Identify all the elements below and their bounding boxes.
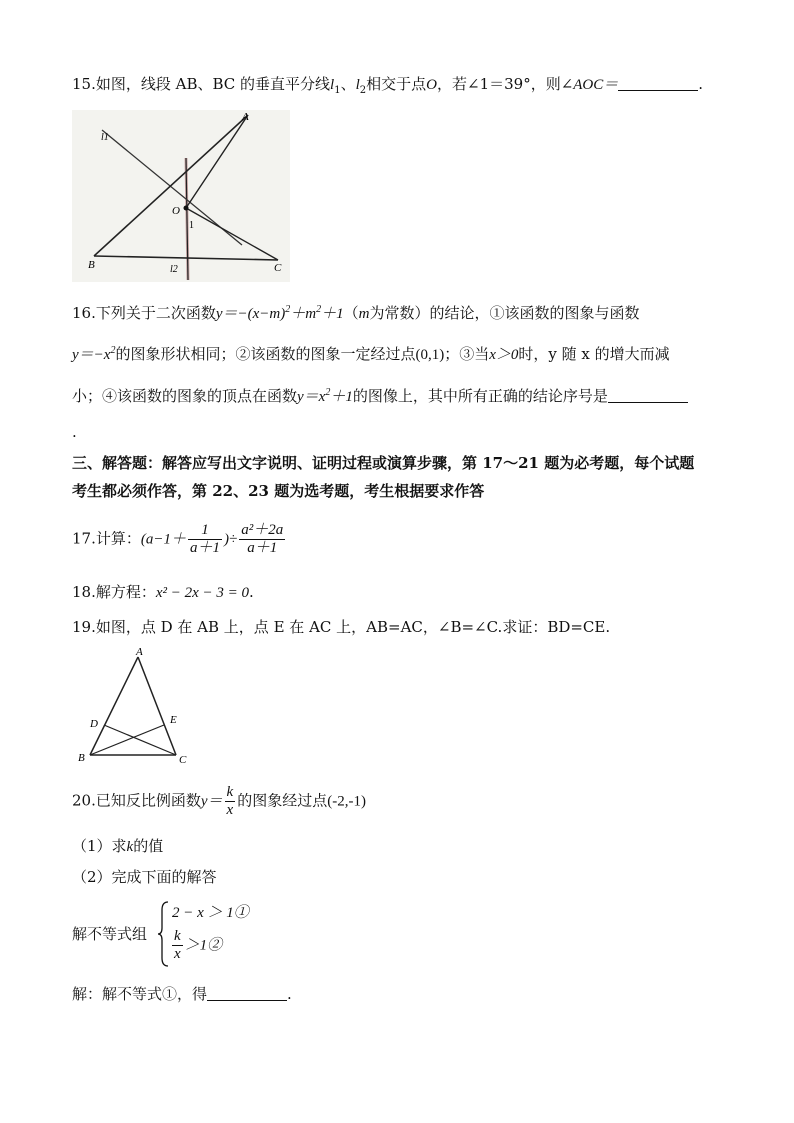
segment-oa [186,115,248,208]
section3-heading-line1: 三、解答题：解答应写出文字说明、证明过程或演算步骤，第 17～21 题为必考题，每个试题 [72,454,695,472]
q20-part2: （2）完成下面的解答 [72,868,217,886]
label-o: O [172,205,180,217]
q19-figure [72,645,192,770]
q20-inequality-2: $\frac{k}{x}$ ＞1② [174,928,223,962]
q20-system-label: 解不等式组 [72,925,148,943]
label-a: A [136,646,143,658]
q16-answer-blank[interactable] [608,388,688,403]
q20-fraction: $\frac{k}{x}$ [226,784,234,818]
q15-figure [72,110,290,282]
q15-answer-blank[interactable] [618,76,698,91]
label-b: B [78,752,85,764]
label-c: C [179,754,187,766]
label-e: E [170,714,177,726]
q18-text: 18.解方程：x² − 2x − 3 = 0. [72,583,254,601]
q16-line2: $y=-x^2$的图象形状相同；②该函数的图象一定经过点(0,1)；③当x＞0时，y 随 x 的增大而减 [72,345,670,363]
q20-ineq2-fraction: $\frac{k}{x}$ [174,928,181,962]
q19-text: 19.如图，点 D 在 AB 上，点 E 在 AC 上，AB=AC，∠B=∠C.求证：BD=CE. [72,618,611,636]
q17-expression: 17.计算：(a−1＋ $\frac{1}{a+1}$ )÷ $\frac{\text{a²＋2a}}{a+1}$ [72,522,284,556]
q15-text: 15.如图，线段 AB、BC 的垂直平分线$l_1$、$l_2$相交于点O，若∠1＝39°，则∠AOC＝ . [72,75,704,96]
label-a: A [242,111,249,123]
segment-ac [138,657,176,755]
brace-icon [156,900,170,968]
label-l2: l2 [170,264,178,275]
point-o [184,206,189,211]
q20-solution: 解：解不等式①，得 . [72,985,292,1003]
segment-ab [94,115,248,256]
label-l1: l1 [101,132,109,143]
q20-part1: （1）求k的值 [72,837,164,855]
q16-line1: 16.下列关于二次函数$y=-(x-m)^2+m^2+1(m$为常数）的结论，①该函数的图象与函数 [72,304,640,322]
section3-heading-line2: 考生都必须作答，第 22、23 题为选考题，考生根据要求作答 [72,482,485,500]
label-angle-1: 1 [189,220,194,231]
q16-line3: 小；④该函数的图象的顶点在函数$y=x^2+1$的图像上，其中所有正确的结论序号是 [72,383,688,407]
label-b: B [88,259,95,271]
q20-inequality-1: 2 − x ＞ 1① [172,905,249,921]
segment-be [90,725,164,755]
segment-ab [90,657,138,755]
segment-oc [186,208,278,260]
q20-answer-blank[interactable] [207,986,287,1001]
q16-end: . [72,423,77,441]
label-c: C [274,262,282,274]
q17-fraction-1: $\frac{1}{a+1}$ [189,522,220,556]
label-d: D [90,718,98,730]
q20-stem: 20.已知反比例函数y＝ $\frac{k}{x}$ 的图象经过点(-2,-1) [72,784,366,818]
segment-cd [104,725,176,755]
q17-fraction-2: $\frac{\text{a²＋2a}}{a+1}$ [241,522,284,556]
segment-bc [94,256,278,260]
